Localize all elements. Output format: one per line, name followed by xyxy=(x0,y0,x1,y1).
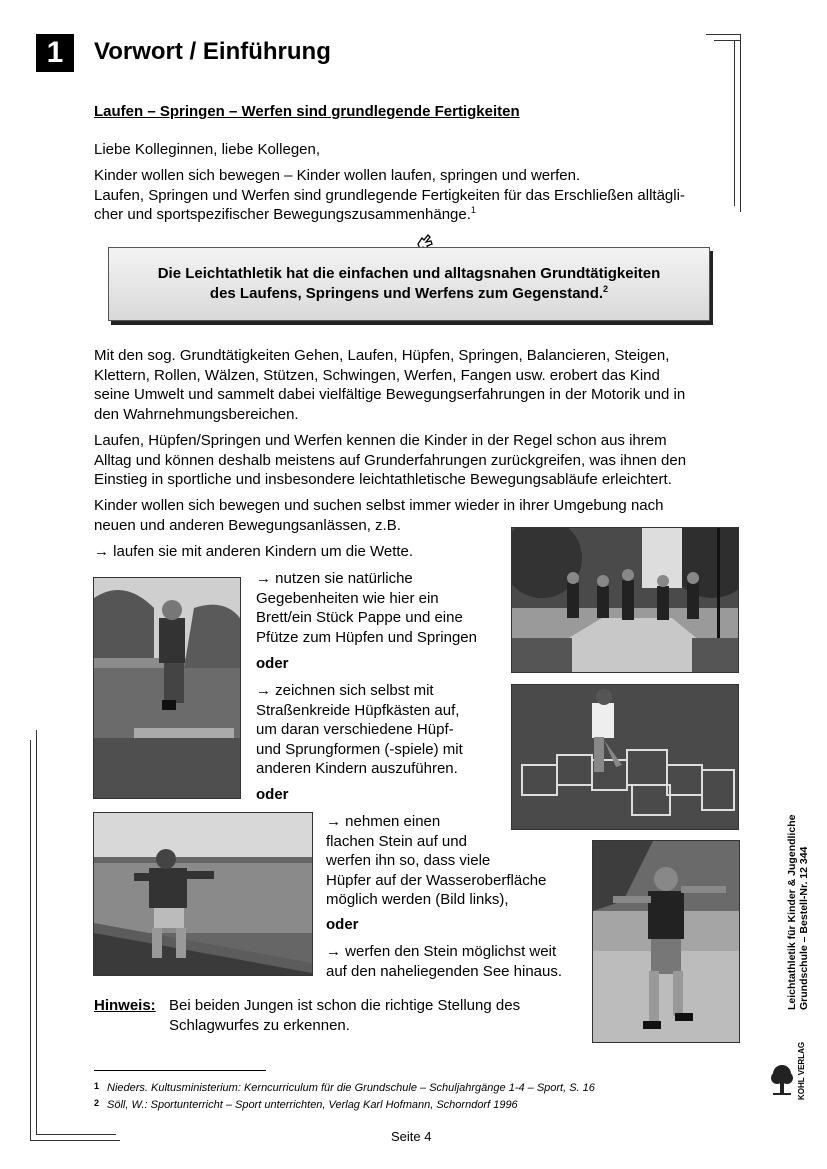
footnote-text: Nieders. Kultusministerium: Kerncurriculum für die Grundschule – Schuljahrgänge 1-4 – Sport, S. 16 xyxy=(107,1082,595,1094)
oder-label: oder xyxy=(326,916,359,933)
section-subtitle: Laufen – Springen – Werfen sind grundlegende Fertigkeiten xyxy=(94,103,520,120)
intro-line: Laufen, Springen und Werfen sind grundlegende Fertigkeiten für das Erschließen alltägli- xyxy=(94,186,685,204)
photo-puddle-jump xyxy=(93,577,241,799)
text-line: neuen und anderen Bewegungsanlässen, z.B. xyxy=(94,516,401,534)
frame-line-top2 xyxy=(714,40,740,41)
text-line: Kinder wollen sich bewegen und suchen selbst immer wieder in ihrer Umgebung nach xyxy=(94,497,664,514)
highlight-line: des Laufens, Springens und Werfens zum Gegenstand.$^2$ xyxy=(209,284,609,302)
frame-line-top xyxy=(706,34,740,35)
tree-logo-icon xyxy=(770,1062,794,1098)
frame-line-bottom2 xyxy=(36,1134,116,1135)
footnote-number: 2 xyxy=(94,1098,100,1108)
text-line: → nehmen einen xyxy=(326,813,441,830)
text-line: werfen ihn so, dass viele xyxy=(326,852,491,869)
text-line: seine Umwelt und sammelt dabei vielfältige Bewegungserfahrungen in der Motorik und in xyxy=(94,386,686,403)
text-line: um daran verschiedene Hüpf- xyxy=(256,721,454,738)
chapter-number: 1 xyxy=(36,34,74,72)
text-line: Brett/ein Stück Pappe und eine xyxy=(256,609,463,626)
sidebar-credit xyxy=(786,810,810,1010)
text-line: → werfen den Stein möglichst weit xyxy=(326,943,557,960)
frame-line-left2 xyxy=(36,730,37,1134)
oder-label: oder xyxy=(256,655,289,672)
photo-stone-skip xyxy=(93,812,313,976)
text-line: auf den naheliegenden See hinaus. xyxy=(326,962,563,980)
footnote-ref: 1 xyxy=(470,205,476,215)
sidebar-line: Grundschule – Bestell-Nr. 12 344 xyxy=(798,846,810,1010)
text-line: den Wahrnehmungsbereichen. xyxy=(94,405,299,423)
highlight-line: Die Leichtathletik hat die einfachen und alltagsnahen Grundtätigkeiten xyxy=(157,265,661,282)
frame-line-bottom xyxy=(30,1140,120,1141)
page-number: Seite 4 xyxy=(391,1129,432,1144)
item-race: → laufen sie mit anderen Kindern um die Wette. xyxy=(94,543,414,560)
photo-stone-throw xyxy=(592,840,740,1043)
intro-line: Kinder wollen sich bewegen – Kinder wollen laufen, springen und werfen. xyxy=(94,167,581,184)
text-line: Einstieg in sportliche und insbesondere leichtathletische Bewegungsabläufe erleichtert. xyxy=(94,471,672,488)
photo-running-kids xyxy=(511,527,739,673)
text-line: Straßenkreide Hüpfkästen auf, xyxy=(256,701,460,719)
text-line: Mit den sog. Grundtätigkeiten Gehen, Laufen, Hüpfen, Springen, Balancieren, Steigen, xyxy=(94,347,670,364)
text-line: → nutzen sie natürliche xyxy=(256,570,413,587)
frame-line-left xyxy=(30,740,31,1140)
item-puddle xyxy=(256,569,477,647)
text-line: und Sprungformen (-spiele) mit xyxy=(256,740,463,758)
footnote-ref: 2 xyxy=(603,284,609,294)
footnote-2 xyxy=(94,1098,518,1111)
salutation: Liebe Kolleginnen, liebe Kollegen, xyxy=(94,141,321,158)
footnote-1 xyxy=(94,1081,595,1094)
hinweis-label: Hinweis: xyxy=(94,997,156,1014)
hinweis-text xyxy=(169,996,520,1035)
item-stone-throw xyxy=(326,942,562,981)
text-line: Bei beiden Jungen ist schon die richtige Stellung des xyxy=(169,997,521,1014)
text-line: Hüpfer auf der Wasseroberfläche xyxy=(326,871,547,889)
text-line: flachen Stein auf und xyxy=(326,832,467,850)
text-line: möglich werden (Bild links), xyxy=(326,891,509,908)
intro-paragraph xyxy=(94,166,744,225)
footnote-text: Söll, W.: Sportunterricht – Sport unterrichten, Verlag Karl Hofmann, Schorndorf 1996 xyxy=(107,1099,518,1111)
publisher-logo-text: KOHL VERLAG xyxy=(797,1041,806,1100)
text-line: anderen Kindern auszuführen. xyxy=(256,760,458,777)
text-line: → zeichnen sich selbst mit xyxy=(256,682,434,699)
intro-line: cher und sportspezifischer Bewegungszusammenhänge.$^1$ xyxy=(94,205,476,223)
paragraph-2 xyxy=(94,431,744,490)
oder-label: oder xyxy=(256,786,289,803)
sidebar-line: Leichtathletik für Kinder & Jugendliche xyxy=(786,814,798,1010)
page-title: Vorwort / Einführung xyxy=(94,38,331,65)
text-line: Alltag und können deshalb meistens auf Grunderfahrungen zurückgreifen, was ihnen den xyxy=(94,451,687,469)
text-line: Schlagwurfes zu erkennen. xyxy=(169,1016,350,1034)
text-line: Klettern, Rollen, Wälzen, Stützen, Schwingen, Werfen, Fangen usw. erobert das Kind xyxy=(94,366,660,384)
photo-hopscotch xyxy=(511,684,739,830)
item-chalk xyxy=(256,681,463,779)
text-line: Gegebenheiten wie hier ein xyxy=(256,589,439,607)
footnote-rule xyxy=(94,1070,266,1071)
paragraph-1 xyxy=(94,346,744,424)
text-line: Pfütze zum Hüpfen und Springen xyxy=(256,628,477,646)
footnote-number: 1 xyxy=(94,1081,100,1091)
text-line: Laufen, Hüpfen/Springen und Werfen kennen die Kinder in der Regel schon aus ihrem xyxy=(94,432,667,449)
highlight-box xyxy=(108,247,710,321)
